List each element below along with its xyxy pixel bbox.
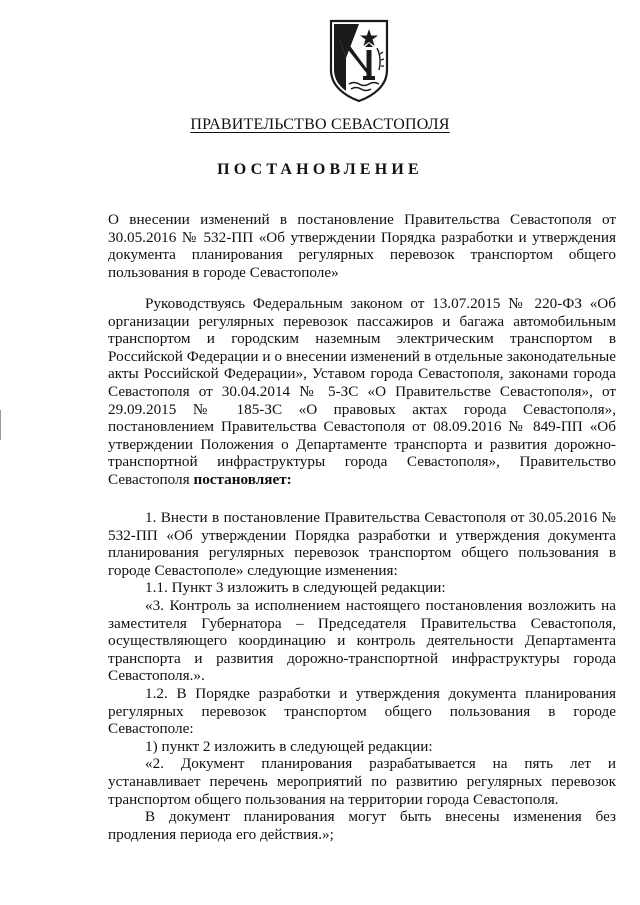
- paragraph-1: 1. Внести в постановление Правительства Севастополя от 30.05.2016 № 532-ПП «Об утверждении Порядка разработки и утверждения документа планирования регулярных перевозок транспортом общего пользования в городе Севастополе» следующие изменения:: [108, 509, 616, 579]
- paragraph-item-1: 1) пункт 2 изложить в следующей редакции:: [145, 737, 433, 755]
- preamble-paragraph: [108, 295, 616, 489]
- document-type-title: ПОСТАНОВЛЕНИЕ: [217, 161, 423, 178]
- scan-edge-mark: [0, 410, 1, 440]
- paragraph-clause-3: «3. Контроль за исполнением настоящего постановления возложить на заместителя Губернатора – Председателя Правительства Севастополя, осуществляющего координацию и контроль деятельности Департамента транспорта и развития дорожно-транспортной инфраструктуры города Севастополя.».: [108, 596, 616, 685]
- subject-text: О внесении изменений в постановление Правительства Севастополя от 30.05.2016 № 532-ПП «Об утверждении Порядка разработки и утверждения документа планирования регулярных перевозок транспортом общего пользования в городе Севастополе»: [108, 211, 616, 281]
- government-name: ПРАВИТЕЛЬСТВО СЕВАСТОПОЛЯ: [190, 116, 450, 133]
- paragraph-changes: В документ планирования могут быть внесены изменения без продления периода его действия.»;: [108, 808, 616, 843]
- resolves-word: постановляет:: [193, 470, 292, 488]
- preamble: [108, 295, 616, 489]
- document-subject: [108, 211, 616, 281]
- paragraph-clause-2: «2. Документ планирования разрабатывается на пять лет и устанавливает перечень мероприятий по развитию регулярных перевозок транспортом общего пользования на территории города Севастополя.: [108, 755, 616, 808]
- coat-of-arms-icon: [327, 18, 391, 103]
- resolution-body: [108, 509, 616, 843]
- paragraph-1-2: 1.2. В Порядке разработки и утверждения документа планирования регулярных перевозок транспортом общего пользования в городе Севастополе:: [108, 684, 616, 738]
- preamble-text: Руководствуясь Федеральным законом от 13.07.2015 № 220-ФЗ «Об организации регулярных перевозок пассажиров и багажа автомобильным транспортом и городским наземным электрическим транспортом в Российской Федерации и о внесении изменений в отдельные законодательные акты Российской Федерации», Уставом города Севастополя, законами города Севастополя от 30.04.2014 № 5-ЗС «О Правительстве Севастополя», от 29.09.2015 № 185-ЗС «О правовых актах города Севастополя», постановлением Правительства Севастополя от 08.09.2016 № 849-ПП «Об утверждении Положения о Департаменте транспорта и развития дорожно-транспортной инфраструктуры города Севастополя», Правительство Севастополя: [108, 295, 616, 488]
- paragraph-1-1: 1.1. Пункт 3 изложить в следующей редакции:: [145, 579, 446, 597]
